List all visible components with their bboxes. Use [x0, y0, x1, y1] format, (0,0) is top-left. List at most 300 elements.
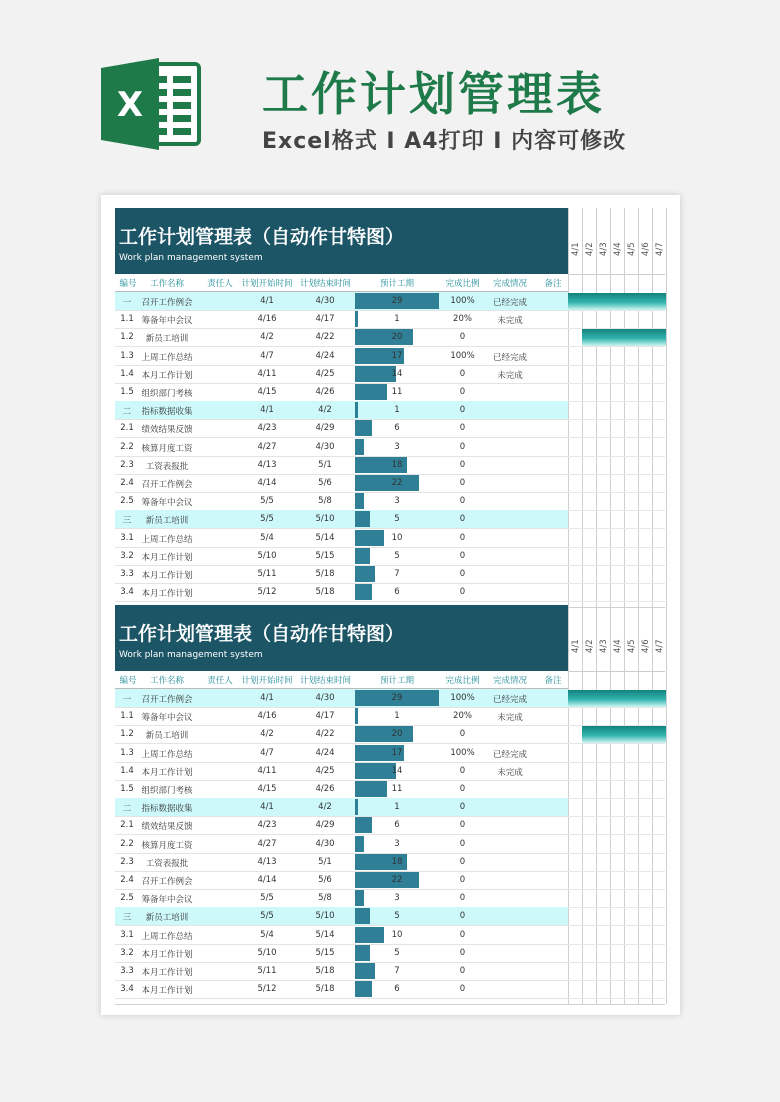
gantt-row-line — [568, 798, 665, 799]
completion-percent: 0 — [459, 496, 466, 507]
gantt-gridline — [666, 208, 667, 607]
task-name: 核算月度工资 — [141, 840, 193, 851]
row-id: 2.1 — [120, 820, 134, 831]
task-name: 本月工作计划 — [141, 986, 193, 997]
start-date: 5/4 — [260, 929, 274, 940]
column-header: 工作名称 — [149, 676, 184, 686]
start-date: 5/11 — [257, 569, 277, 579]
duration-value: 1 — [394, 314, 400, 325]
start-date: 4/13 — [257, 459, 277, 470]
task-name: 本月工作计划 — [141, 968, 193, 978]
column-header-row — [115, 274, 568, 292]
sheet-title: 工作计划管理表（自动作甘特图） — [119, 623, 405, 645]
gantt-row-line — [568, 762, 665, 763]
gantt-row-line — [568, 780, 665, 781]
start-date: 5/5 — [260, 514, 274, 525]
end-date: 5/15 — [315, 947, 335, 958]
duration-value: 17 — [391, 350, 403, 361]
table-row — [115, 689, 568, 708]
row-id: 1.4 — [120, 368, 134, 379]
duration-value: 29 — [391, 296, 403, 306]
start-date: 4/2 — [260, 332, 274, 343]
row-id: 1.2 — [120, 729, 134, 740]
gantt-row-line — [568, 310, 665, 311]
end-date: 5/1 — [318, 459, 332, 470]
table-row — [115, 347, 568, 366]
table-row — [115, 383, 568, 402]
start-date: 5/10 — [257, 947, 277, 958]
table-row — [115, 835, 568, 854]
row-id: 2.5 — [120, 496, 134, 507]
completion-status: 已经完成 — [492, 695, 527, 705]
end-date: 4/22 — [315, 332, 335, 343]
gantt-row-line — [568, 980, 665, 981]
gantt-row-line — [568, 743, 665, 744]
task-name: 绩效结果反馈 — [141, 822, 193, 833]
completion-percent: 0 — [459, 587, 466, 598]
completion-percent: 0 — [459, 784, 466, 794]
gantt-row-line — [568, 565, 665, 566]
gantt-bar — [582, 329, 666, 346]
table-row — [115, 962, 568, 981]
end-date: 4/17 — [315, 314, 335, 325]
table-row — [115, 456, 568, 475]
start-date: 4/11 — [257, 368, 277, 379]
table-row — [115, 944, 568, 963]
task-name: 本月工作计划 — [141, 949, 193, 960]
duration-value: 22 — [391, 478, 403, 488]
row-id: 3.1 — [120, 532, 134, 543]
gantt-row-line — [568, 401, 665, 402]
completion-status: 未完成 — [497, 767, 523, 778]
task-name: 本月工作计划 — [141, 552, 193, 563]
end-date: 5/6 — [318, 875, 332, 885]
duration-value: 3 — [394, 893, 400, 904]
table-row — [115, 474, 568, 493]
task-name: 召开工作例会 — [141, 480, 193, 490]
row-id: 2.2 — [120, 838, 134, 849]
gantt-date-label: 4/4 — [613, 242, 623, 256]
column-header: 完成情况 — [492, 279, 527, 289]
task-name: 工资表报批 — [145, 461, 189, 472]
completion-status: 已经完成 — [492, 352, 527, 363]
task-name: 绩效结果反馈 — [141, 425, 193, 436]
row-id: 3.2 — [120, 550, 134, 561]
end-date: 5/8 — [318, 496, 332, 507]
end-date: 4/25 — [315, 765, 335, 776]
gantt-date-label: 4/2 — [585, 242, 595, 256]
start-date: 4/27 — [257, 441, 277, 452]
row-id: 1.1 — [120, 314, 134, 325]
start-date: 5/10 — [257, 550, 277, 561]
row-id: 二 — [122, 804, 132, 815]
start-date: 4/1 — [260, 296, 274, 306]
start-date: 4/15 — [257, 387, 277, 397]
gantt-date-label: 4/7 — [655, 639, 665, 653]
row-id: 1.2 — [120, 332, 134, 343]
gantt-row-line — [568, 707, 665, 708]
table-row — [115, 328, 568, 347]
completion-percent: 0 — [459, 569, 466, 579]
completion-status: 已经完成 — [492, 298, 527, 308]
task-name: 新员工培训 — [145, 731, 189, 742]
gantt-date-label: 4/5 — [627, 639, 637, 653]
task-name: 工资表报批 — [145, 858, 189, 869]
duration-value: 7 — [394, 569, 400, 579]
gantt-date-label: 4/3 — [599, 639, 609, 653]
duration-value: 7 — [394, 966, 400, 976]
end-date: 4/30 — [315, 441, 335, 452]
completion-percent: 0 — [459, 929, 466, 940]
start-date: 5/12 — [257, 587, 277, 598]
gantt-row-line — [568, 944, 665, 945]
gantt-bar — [568, 293, 666, 310]
start-date: 5/5 — [260, 496, 274, 507]
gantt-row-line — [568, 528, 665, 529]
task-name: 组织部门考核 — [141, 786, 193, 796]
start-date: 4/14 — [257, 875, 277, 885]
row-id: 一 — [122, 695, 132, 705]
column-header: 预计工期 — [379, 676, 414, 686]
gantt-gridline — [666, 605, 667, 1004]
completion-percent: 0 — [459, 478, 466, 488]
gantt-row-line — [568, 419, 665, 420]
duration-value: 14 — [391, 368, 403, 379]
completion-percent: 0 — [459, 875, 466, 885]
completion-percent: 0 — [459, 984, 466, 995]
gantt-row-line — [568, 889, 665, 890]
gantt-row-line — [568, 456, 665, 457]
gantt-row-line — [568, 834, 665, 835]
gantt-row-line — [568, 383, 665, 384]
row-id: 2.2 — [120, 441, 134, 452]
duration-value: 10 — [391, 532, 403, 543]
duration-value: 1 — [394, 711, 400, 722]
page-subtitle: Excel格式 I A4打印 I 内容可修改 — [262, 129, 627, 154]
gantt-date-label: 4/1 — [571, 242, 581, 256]
gantt-row-line — [568, 365, 665, 366]
completion-percent: 0 — [459, 802, 466, 813]
task-name: 本月工作计划 — [141, 571, 193, 581]
completion-percent: 100% — [450, 296, 475, 306]
duration-value: 3 — [394, 441, 400, 452]
end-date: 4/17 — [315, 711, 335, 722]
table-row — [115, 492, 568, 511]
start-date: 4/1 — [260, 405, 274, 416]
task-name: 本月工作计划 — [141, 589, 193, 600]
start-date: 5/12 — [257, 984, 277, 995]
table-row — [115, 438, 568, 457]
gantt-row-line — [568, 998, 665, 999]
task-name: 指标数据收集 — [141, 804, 193, 815]
column-header: 工作名称 — [149, 279, 184, 289]
gantt-row-line — [568, 346, 665, 347]
gantt-bar — [582, 726, 666, 743]
table-row — [115, 565, 568, 584]
row-id: 2.3 — [120, 459, 134, 470]
start-date: 4/23 — [257, 820, 277, 831]
spreadsheet-preview — [101, 195, 680, 1015]
gantt-date-label: 4/4 — [613, 639, 623, 653]
gantt-date-label: 4/7 — [655, 242, 665, 256]
duration-value: 1 — [394, 405, 400, 416]
column-header: 责任人 — [207, 676, 233, 686]
end-date: 5/6 — [318, 478, 332, 488]
end-date: 4/24 — [315, 350, 335, 361]
sheet-banner — [115, 605, 568, 671]
completion-percent: 0 — [459, 514, 466, 525]
gantt-row-line — [568, 925, 665, 926]
end-date: 4/22 — [315, 729, 335, 740]
completion-percent: 20% — [453, 711, 472, 722]
row-id: 3.2 — [120, 947, 134, 958]
task-name: 筹备年中会议 — [141, 713, 193, 724]
start-date: 5/5 — [260, 911, 274, 922]
row-id: 3.4 — [120, 587, 134, 598]
column-header: 备注 — [544, 279, 562, 289]
end-date: 4/2 — [318, 802, 332, 813]
column-header: 备注 — [544, 676, 562, 686]
table-row — [115, 780, 568, 799]
task-name: 上周工作总结 — [141, 931, 193, 942]
logo-letter: X — [116, 85, 144, 125]
task-name: 核算月度工资 — [141, 443, 193, 454]
block-bottom-border — [115, 1004, 665, 1005]
table-row — [115, 583, 568, 602]
row-id: 2.5 — [120, 893, 134, 904]
sheet-banner — [115, 208, 568, 274]
start-date: 4/1 — [260, 693, 274, 703]
gantt-row-line — [568, 601, 665, 602]
completion-status: 已经完成 — [492, 749, 527, 760]
table-row — [115, 365, 568, 384]
end-date: 4/30 — [315, 296, 335, 306]
completion-percent: 0 — [459, 532, 466, 543]
end-date: 4/2 — [318, 405, 332, 416]
duration-value: 3 — [394, 496, 400, 507]
excel-logo-icon — [101, 58, 201, 150]
row-id: 3.3 — [120, 569, 134, 579]
end-date: 5/14 — [315, 532, 335, 543]
row-id: 三 — [122, 516, 132, 527]
sheet-subtitle: Work plan management system — [119, 650, 263, 660]
end-date: 4/25 — [315, 368, 335, 379]
task-name: 召开工作例会 — [141, 877, 193, 887]
completion-percent: 100% — [450, 350, 475, 361]
table-row — [115, 547, 568, 566]
column-header: 编号 — [119, 279, 137, 289]
task-name: 上周工作总结 — [141, 534, 193, 545]
start-date: 4/7 — [260, 747, 274, 758]
end-date: 4/30 — [315, 693, 335, 703]
end-date: 5/18 — [315, 984, 335, 995]
gantt-row-line — [568, 871, 665, 872]
start-date: 4/16 — [257, 314, 277, 325]
duration-value: 6 — [394, 423, 400, 434]
duration-value: 18 — [391, 459, 403, 470]
completion-percent: 0 — [459, 729, 466, 740]
start-date: 4/27 — [257, 838, 277, 849]
gantt-row-line — [568, 853, 665, 854]
completion-percent: 0 — [459, 820, 466, 831]
row-id: 2.4 — [120, 875, 134, 885]
table-row — [115, 871, 568, 890]
end-date: 4/26 — [315, 387, 335, 397]
table-row — [115, 419, 568, 438]
duration-value: 10 — [391, 929, 403, 940]
row-id: 3.1 — [120, 929, 134, 940]
end-date: 5/10 — [315, 911, 335, 922]
completion-percent: 0 — [459, 966, 466, 976]
task-name: 召开工作例会 — [141, 695, 193, 705]
row-id: 2.3 — [120, 856, 134, 867]
start-date: 5/4 — [260, 532, 274, 543]
gantt-row-line — [568, 583, 665, 584]
completion-percent: 20% — [453, 314, 472, 325]
task-name: 新员工培训 — [145, 516, 189, 527]
gantt-date-label: 4/6 — [641, 242, 651, 256]
completion-status: 未完成 — [497, 713, 523, 724]
gantt-date-label: 4/5 — [627, 242, 637, 256]
start-date: 4/13 — [257, 856, 277, 867]
end-date: 5/14 — [315, 929, 335, 940]
table-row — [115, 725, 568, 744]
start-date: 4/16 — [257, 711, 277, 722]
gantt-row-line — [568, 547, 665, 548]
start-date: 4/1 — [260, 802, 274, 813]
row-id: 1.3 — [120, 350, 134, 361]
table-row — [115, 744, 568, 763]
column-header: 计划开始时间 — [241, 676, 293, 686]
table-block — [115, 208, 665, 608]
row-id: 2.4 — [120, 478, 134, 488]
end-date: 5/10 — [315, 514, 335, 525]
completion-status: 未完成 — [497, 316, 523, 327]
task-name: 筹备年中会议 — [141, 498, 193, 509]
duration-value: 22 — [391, 875, 403, 885]
completion-status: 未完成 — [497, 370, 523, 381]
table-row — [115, 529, 568, 548]
row-id: 三 — [122, 913, 132, 924]
column-header: 计划结束时间 — [300, 676, 352, 686]
completion-percent: 0 — [459, 550, 466, 561]
end-date: 4/24 — [315, 747, 335, 758]
row-id: 3.4 — [120, 984, 134, 995]
duration-value: 5 — [394, 514, 400, 525]
gantt-date-label: 4/2 — [585, 639, 595, 653]
completion-percent: 0 — [459, 368, 466, 379]
table-row — [115, 401, 568, 420]
completion-percent: 0 — [459, 856, 466, 867]
duration-value: 6 — [394, 587, 400, 598]
gantt-row-line — [568, 510, 665, 511]
table-block — [115, 605, 665, 1005]
column-header: 编号 — [119, 676, 137, 686]
completion-percent: 0 — [459, 911, 466, 922]
gantt-date-label: 4/3 — [599, 242, 609, 256]
table-row — [115, 889, 568, 908]
start-date: 4/14 — [257, 478, 277, 488]
duration-value: 1 — [394, 802, 400, 813]
row-id: 1.3 — [120, 747, 134, 758]
task-name: 召开工作例会 — [141, 298, 193, 308]
duration-value: 18 — [391, 856, 403, 867]
duration-value: 14 — [391, 765, 403, 776]
task-name: 上周工作总结 — [141, 352, 193, 363]
duration-value: 20 — [391, 332, 403, 343]
gantt-row-line — [568, 437, 665, 438]
start-date: 4/7 — [260, 350, 274, 361]
end-date: 4/26 — [315, 784, 335, 794]
completion-percent: 0 — [459, 387, 466, 397]
end-date: 5/18 — [315, 569, 335, 579]
column-header: 完成比例 — [445, 676, 480, 686]
duration-value: 11 — [391, 387, 403, 397]
row-id: 1.5 — [120, 387, 134, 397]
gantt-row-line — [568, 816, 665, 817]
task-name: 筹备年中会议 — [141, 895, 193, 906]
end-date: 5/18 — [315, 966, 335, 976]
row-id: 1.5 — [120, 784, 134, 794]
row-id: 1.4 — [120, 765, 134, 776]
gantt-row-line — [568, 474, 665, 475]
column-header: 责任人 — [207, 279, 233, 289]
duration-value: 3 — [394, 838, 400, 849]
sheet-subtitle: Work plan management system — [119, 253, 263, 263]
gantt-row-line — [568, 492, 665, 493]
duration-value: 6 — [394, 984, 400, 995]
start-date: 5/5 — [260, 893, 274, 904]
gantt-row-line — [568, 907, 665, 908]
column-header: 完成比例 — [445, 279, 480, 289]
task-name: 新员工培训 — [145, 913, 189, 924]
completion-percent: 100% — [450, 747, 475, 758]
duration-value: 5 — [394, 947, 400, 958]
table-row — [115, 762, 568, 781]
column-header: 计划结束时间 — [300, 279, 352, 289]
row-id: 二 — [122, 407, 132, 418]
completion-percent: 0 — [459, 838, 466, 849]
end-date: 5/15 — [315, 550, 335, 561]
end-date: 5/1 — [318, 856, 332, 867]
row-id: 3.3 — [120, 966, 134, 976]
start-date: 5/11 — [257, 966, 277, 976]
end-date: 4/30 — [315, 838, 335, 849]
column-header-row — [115, 671, 568, 689]
completion-percent: 0 — [459, 947, 466, 958]
task-name: 新员工培训 — [145, 334, 189, 345]
table-row — [115, 816, 568, 835]
completion-percent: 0 — [459, 332, 466, 343]
start-date: 4/15 — [257, 784, 277, 794]
table-row — [115, 292, 568, 311]
duration-value: 6 — [394, 820, 400, 831]
column-header: 预计工期 — [379, 279, 414, 289]
completion-percent: 0 — [459, 765, 466, 776]
table-row — [115, 310, 568, 329]
gantt-date-label: 4/6 — [641, 639, 651, 653]
completion-percent: 0 — [459, 893, 466, 904]
table-row — [115, 798, 568, 817]
row-id: 2.1 — [120, 423, 134, 434]
completion-percent: 0 — [459, 441, 466, 452]
gantt-date-label: 4/1 — [571, 639, 581, 653]
table-row — [115, 853, 568, 872]
end-date: 5/18 — [315, 587, 335, 598]
task-name: 筹备年中会议 — [141, 316, 193, 327]
completion-percent: 0 — [459, 423, 466, 434]
table-row — [115, 707, 568, 726]
